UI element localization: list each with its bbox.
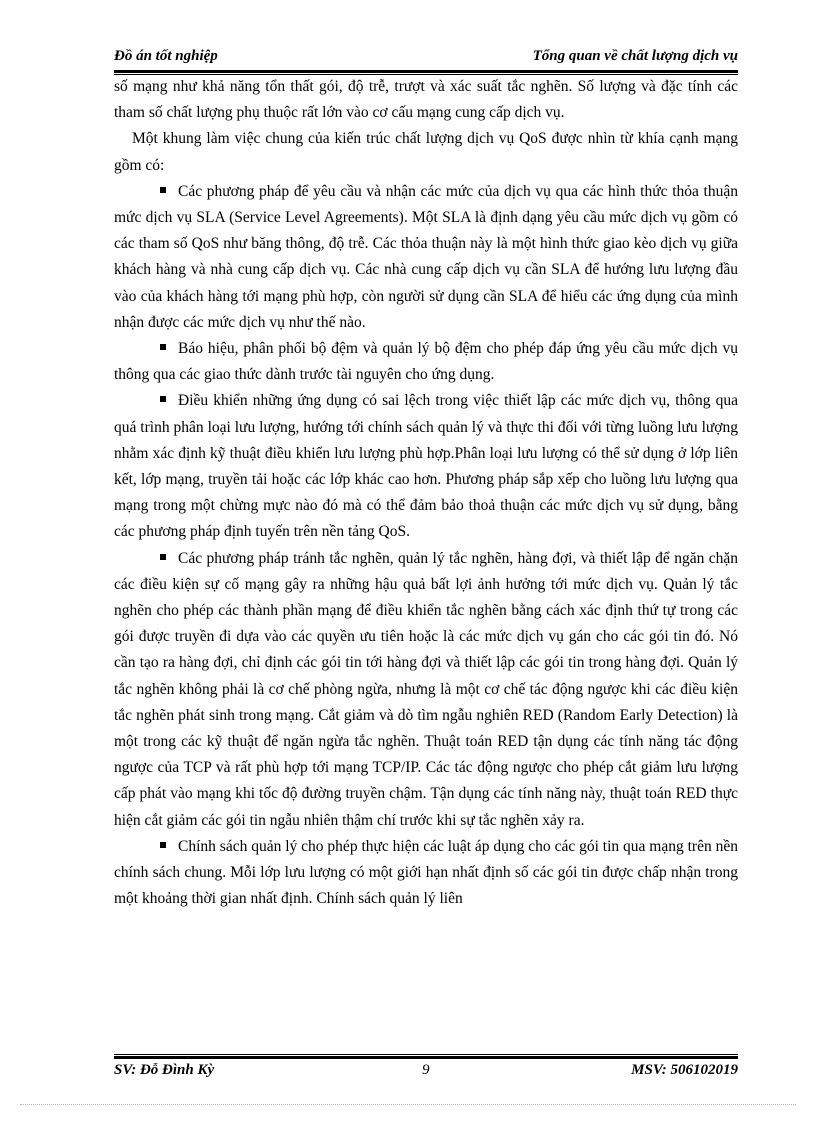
bullet-square-icon: [160, 396, 166, 402]
footer-rule: [114, 1054, 738, 1059]
bullet-text: Điều khiển những ứng dụng có sai lệch trong việc thiết lập các mức dịch vụ, thông qua quá trình phân loại lưu lượng, hướng tới chính sách quản lý và thực thi đối với từng luồng lưu lượng nhằm xác định kỹ thuật điều khiển lưu lượng phù hợp.Phân loại lưu lượng có thể sử dụng ở lớp liên kết, lớp mạng, truyền tải hoặc các lớp khác cao hơn. Phương pháp sắp xếp cho luồng lưu lượng qua mạng trong một chừng mực nào đó mà có thể đảm bảo thoả thuận các mức dịch vụ sử dụng, bằng các phương pháp định tuyến trên nền tảng QoS.: [114, 392, 738, 541]
bullet-text: Các phương pháp để yêu cầu và nhận các mức của dịch vụ qua các hình thức thỏa thuận mức dịch vụ SLA (Service Level Agreements). Một SLA là định dạng yêu cầu mức dịch vụ gồm có các tham số QoS như băng thông, độ trễ. Các thỏa thuận này là một hình thức giao kèo dịch vụ giữa khách hàng và nhà cung cấp dịch vụ. Các nhà cung cấp dịch vụ cần SLA để hướng lưu lượng đầu vào của khách hàng tới mạng phù hợp, còn người sử dụng cần SLA để hiểu các ứng dụng của mình nhận được các mức dịch vụ như thế nào.: [114, 182, 738, 331]
bullet-item-congestion: [114, 546, 738, 834]
footer-student-name: SV: Đỗ Đình Kỳ: [114, 1062, 215, 1078]
page-footer: [114, 1062, 738, 1086]
bullet-item-sla: [114, 179, 738, 336]
bullet-square-icon: [160, 344, 166, 350]
paragraph-intro: Một khung làm việc chung của kiến trúc chất lượng dịch vụ QoS được nhìn từ khía cạnh mạng gồm có:: [114, 130, 738, 174]
page-number: 9: [422, 1062, 430, 1078]
bullet-item-policy: [114, 834, 738, 913]
page-header: [114, 44, 738, 70]
header-chapter-title: Tổng quan về chất lượng dịch vụ: [532, 48, 738, 64]
bullet-square-icon: [160, 842, 166, 848]
page-bottom-dotted-line: [20, 1104, 796, 1105]
bullet-item-traffic-control: [114, 388, 738, 545]
bullet-square-icon: [160, 187, 166, 193]
bullet-text: Báo hiệu, phân phối bộ đệm và quản lý bộ đệm cho phép đáp ứng yêu cầu mức dịch vụ thông qua các giao thức dành trước tài nguyên cho ứng dụng.: [114, 340, 738, 384]
bullet-text: Các phương pháp tránh tắc nghẽn, quản lý tắc nghẽn, hàng đợi, và thiết lập để ngăn chặn các điều kiện sự cố mạng gây ra những hậu quả bất lợi ảnh hưởng tới mức dịch vụ. Quản lý tắc nghẽn cho phép các thành phần mạng để điều khiển tắc nghẽn bằng cách xác định thứ tự trong các gói được truyền đi dựa vào các quyền ưu tiên hoặc là các mức dịch vụ gán cho các gói tin đó. Nó cần tạo ra hàng đợi, chỉ định các gói tin tới hàng đợi và thiết lập các gói tin trong hàng đợi. Quản lý tắc nghẽn không phải là cơ chế phòng ngừa, nhưng là một cơ chế tác động ngược khi các điều kiện tắc nghẽn phát sinh trong mạng. Cắt giảm và dò tìm ngẫu nghiên RED (Random Early Detection) là một trong các kỹ thuật để ngăn ngừa tắc nghẽn. Thuật toán RED tận dụng các tính năng tác động ngược của TCP và rất phù hợp tới mạng TCP/IP. Các tác động ngược cho phép cắt giảm lưu lượng cấp phát vào mạng khi tốc độ đường truyền chậm. Tận dụng các tính năng này, thuật toán RED thực hiện cắt giảm các gói tin ngẫu nhiên thậm chí trước khi sự tắc nghẽn xảy ra.: [114, 549, 738, 829]
bullet-text: Chính sách quản lý cho phép thực hiện các luật áp dụng cho các gói tin qua mạng trên nền chính sách chung. Mỗi lớp lưu lượng có một giới hạn nhất định số các gói tin được chấp nhận trong một khoảng thời gian nhất định. Chính sách quản lý liên: [114, 837, 738, 908]
bullet-item-signaling: [114, 336, 738, 388]
paragraph-continuation: số mạng như khả năng tổn thất gói, độ trễ, trượt và xác suất tắc nghẽn. Số lượng và đặc tính các tham số chất lượng phụ thuộc rất lớn vào cơ cấu mạng cung cấp dịch vụ.: [114, 78, 738, 122]
bullet-square-icon: [160, 554, 166, 560]
footer-student-id: MSV: 506102019: [631, 1062, 738, 1078]
header-thesis-title: Đồ án tốt nghiệp: [114, 48, 218, 64]
page-body: [114, 74, 738, 913]
